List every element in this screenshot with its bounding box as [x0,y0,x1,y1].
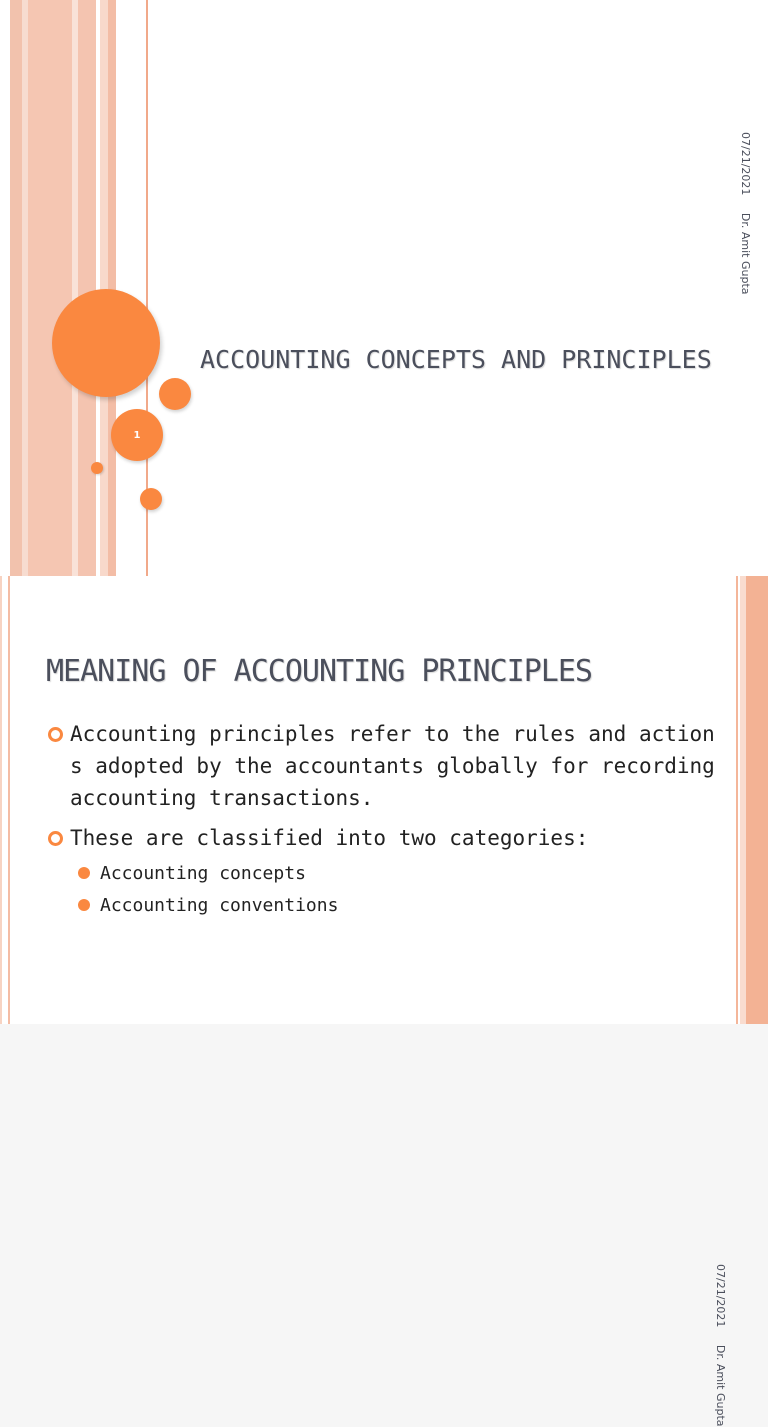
ring-bullet-icon [48,727,63,742]
slide-footer-vertical [739,132,752,295]
slide-1 [0,0,768,576]
decor-stripe [10,0,22,576]
ring-bullet-icon [48,831,63,846]
decor-circle-small [140,488,162,510]
slide-2 [0,576,768,1427]
bullet-text: Accounting principles refer to the rules and actions adopted by the accountants globally for recording accounting transactions. [70,722,715,810]
decor-circle-medium [159,378,191,410]
dot-bullet-icon [78,867,90,879]
dot-bullet-icon [78,899,90,911]
slide-author: Dr. Amit Gupta [714,1344,727,1427]
sub-bullet-text: Accounting concepts [100,863,306,884]
decor-circle-large [52,289,160,397]
decor-line [8,576,10,1024]
slide-date: 07/21/2021 [714,1264,727,1328]
slide-author: Dr. Amit Gupta [739,212,752,295]
slide-title: ACCOUNTING CONCEPTS AND PRINCIPLES [200,345,712,374]
slide-number: 1 [133,429,141,441]
decor-line [0,576,2,1024]
slide-number-badge [111,409,163,461]
decor-stripe [736,576,738,1024]
slide-date: 07/21/2021 [739,132,752,196]
decor-stripe [100,0,108,576]
slide-footer-vertical [714,1264,727,1427]
decor-stripe [108,0,116,576]
bullet-text: These are classified into two categories: [70,826,589,850]
decor-stripe [78,0,96,576]
slide-title: MEANING OF ACCOUNTING PRINCIPLES [46,654,592,689]
decor-stripe [28,0,72,576]
decor-stripe [746,576,768,1024]
decor-circle-tiny [91,462,103,474]
sub-bullet-text: Accounting conventions [100,895,339,916]
